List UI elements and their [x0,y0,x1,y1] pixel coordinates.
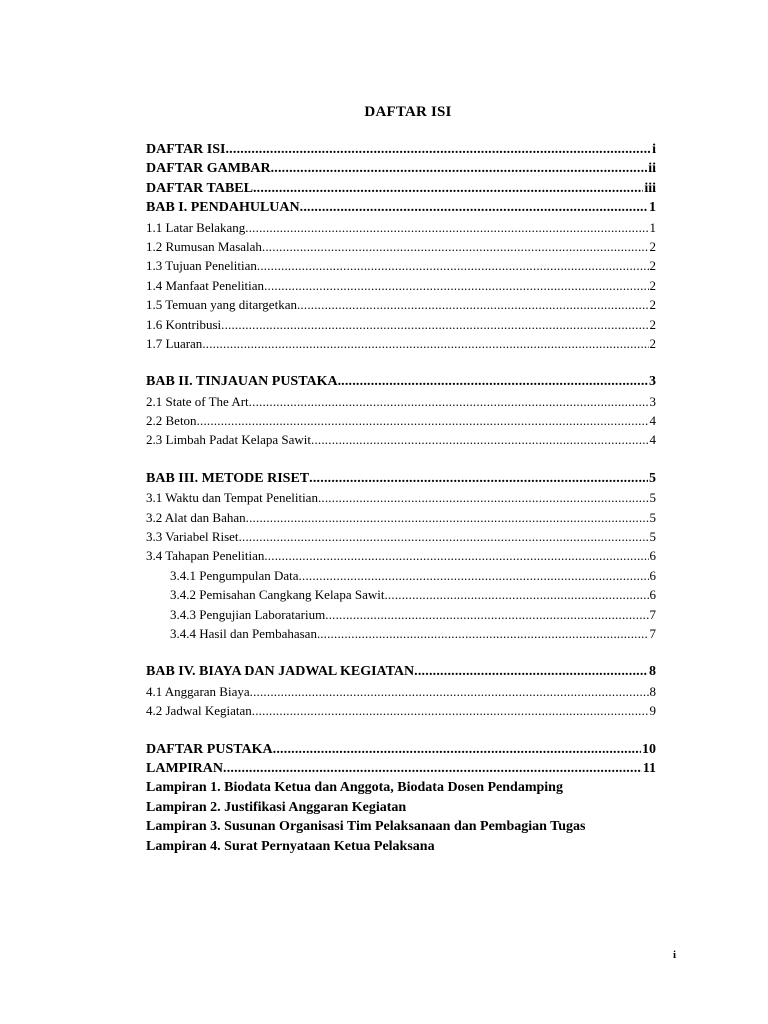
toc-entry-label: 2.1 State of The Art [146,393,249,409]
toc-leader-dots [223,759,642,778]
toc-leader-dots [311,430,649,449]
toc-entry-page: 4 [649,432,656,448]
toc-entry-daftar-gambar [146,159,656,178]
toc-entry-label: BAB I. PENDAHULUAN [146,200,300,216]
appendix-item-3: Lampiran 3. Susunan Organisasi Tim Pelaksanaan dan Pembagian Tugas [146,819,586,835]
toc-entry-1-7 [146,334,656,353]
toc-entry-page: 1 [649,219,656,235]
toc-entry-label: 1.3 Tujuan Penelitian [146,258,257,274]
toc-entry-page: 7 [649,625,656,641]
toc-entry-label: 1.4 Manfaat Penelitian [146,277,265,293]
toc-entry-3-2 [146,508,656,527]
toc-entry-4-1 [146,682,656,701]
toc-entry-bab-4 [146,662,656,681]
toc-entry-3-1 [146,488,656,507]
page-title: DAFTAR ISI [364,104,452,120]
toc-leader-dots [318,488,649,507]
toc-entry-label: DAFTAR GAMBAR [146,161,271,177]
toc-entry-label: DAFTAR TABEL [146,180,253,196]
toc-entry-page: 2 [649,258,656,274]
toc-leader-dots [264,276,648,295]
toc-entry-label: BAB II. TINJAUAN PUSTAKA. [146,374,342,390]
toc-entry-1-1 [146,218,656,237]
toc-entry-1-3 [146,256,656,275]
toc-leader-dots [250,682,649,701]
toc-leader-dots [225,140,651,159]
toc-leader-dots [197,411,649,430]
toc-leader-dots [297,295,649,314]
toc-leader-dots [246,508,649,527]
toc-entry-3-4-2 [146,585,656,604]
page-number: i [672,949,676,961]
toc-entry-label: 3.4.4 Hasil dan Pembahasan. [170,625,321,641]
toc-leader-dots [341,372,648,391]
toc-entry-3-4-4 [146,624,656,643]
toc-leader-dots [262,237,649,256]
toc-entry-1-4 [146,276,656,295]
toc-entry-bab-2 [146,372,656,391]
toc-entry-page: 6 [649,587,656,603]
toc-leader-dots [239,527,649,546]
toc-entry-label: BAB IV. BIAYA DAN JADWAL KEGIATAN [146,664,415,680]
toc-entry-label: 1.6 Kontribusi [146,316,222,332]
toc-entry-label: 2.2 Beton [146,413,197,429]
toc-leader-dots [273,740,641,759]
toc-leader-dots [271,159,648,178]
toc-entry-4-2 [146,701,656,720]
toc-entry-3-4 [146,546,656,565]
toc-leader-dots [257,256,649,275]
toc-leader-dots [320,624,648,643]
toc-entry-page: 5 [649,529,656,545]
toc-entry-page: 2 [649,297,656,313]
toc-entry-page: 2 [649,238,656,254]
toc-leader-dots [221,315,648,334]
toc-entry-page: 3 [649,374,656,390]
toc-entry-bab-1 [146,198,656,217]
toc-entry-page: 11 [642,760,656,776]
toc-entry-3-3 [146,527,656,546]
toc-entry-label: DAFTAR PUSTAKA [146,741,273,757]
toc-leader-dots [384,585,648,604]
toc-entry-label: 3.4.2 Pemisahan Cangkang Kelapa Sawit [170,587,385,603]
toc-leader-dots [300,198,648,217]
toc-leader-dots [299,566,649,585]
toc-entry-1-5 [146,295,656,314]
toc-entry-page: 2 [649,277,656,293]
toc-entry-label: DAFTAR ISI [146,142,226,157]
toc-entry-page: 5 [649,470,656,486]
toc-leader-dots [249,392,649,411]
toc-entry-lampiran [146,759,656,778]
toc-entry-page: 7 [649,606,656,622]
toc-entry-page: 6 [649,567,656,583]
toc-entry-label: 1.1 Latar Belakang [146,219,246,235]
table-of-contents [146,140,656,856]
toc-entry-label: 1.2 Rumusan Masalah [146,238,262,254]
toc-entry-2-1 [146,392,656,411]
toc-leader-dots [414,662,648,681]
toc-entry-2-2 [146,411,656,430]
toc-entry-label: BAB III. METODE RISET [146,470,310,486]
toc-entry-daftar-pustaka [146,740,656,759]
toc-entry-page: 2 [649,335,656,351]
toc-entry-label: 1.5 Temuan yang ditargetkan [146,297,297,313]
toc-entry-label: 3.4.1 Pengumpulan Data [170,567,299,583]
toc-entry-page: 9 [649,703,656,719]
toc-entry-page: 10 [642,741,656,757]
toc-leader-dots [309,469,648,488]
toc-entry-label: 3.4.3 Pengujian Laboratarium [170,606,326,622]
toc-entry-3-4-1 [146,566,656,585]
toc-entry-1-6 [146,315,656,334]
appendix-item-4: Lampiran 4. Surat Pernyataan Ketua Pelaksana [146,838,435,854]
toc-entry-label: LAMPIRAN [146,760,223,776]
toc-leader-dots [245,218,648,237]
toc-entry-label: 3.3 Variabel Riset [146,529,239,545]
toc-entry-label: 1.7 Luaran [146,335,203,351]
toc-entry-label: 3.4 Tahapan Penelitian [146,548,265,564]
toc-entry-page: 1 [649,200,656,216]
toc-entry-label: 3.1 Waktu dan Tempat Penelitian [146,490,318,506]
toc-entry-label: 2.3 Limbah Padat Kelapa Sawit [146,432,311,448]
toc-entry-daftar-tabel [146,179,656,198]
toc-entry-3-4-3 [146,605,656,624]
toc-entry-page: 8 [649,664,656,680]
toc-entry-1-2 [146,237,656,256]
toc-leader-dots [264,546,648,565]
toc-entry-page: 5 [649,490,656,506]
toc-entry-page: iii [644,180,656,196]
toc-entry-bab-3 [146,469,656,488]
toc-leader-dots [325,605,648,624]
toc-entry-page: 3 [649,393,656,409]
toc-entry-page: 6 [649,548,656,564]
toc-leader-dots [202,334,648,353]
toc-entry-page: 2 [649,316,656,332]
toc-entry-page: i [652,142,656,157]
toc-entry-page: 8 [649,683,656,699]
toc-entry-label: 4.1 Anggaran Biaya [146,683,250,699]
toc-entry-page: 5 [649,509,656,525]
toc-entry-label: 4.2 Jadwal Kegiatan [146,703,252,719]
toc-entry-page: ii [648,161,656,177]
toc-entry-2-3 [146,430,656,449]
appendix-item-2: Lampiran 2. Justifikasi Anggaran Kegiatan [146,799,407,815]
toc-entry-page: 4 [649,413,656,429]
toc-leader-dots [253,179,643,198]
appendix-item-1: Lampiran 1. Biodata Ketua dan Anggota, Biodata Dosen Pendamping [146,780,563,796]
toc-leader-dots [252,701,649,720]
toc-entry-label: 3.2 Alat dan Bahan [146,509,246,525]
toc-entry-daftar-isi [146,140,656,159]
